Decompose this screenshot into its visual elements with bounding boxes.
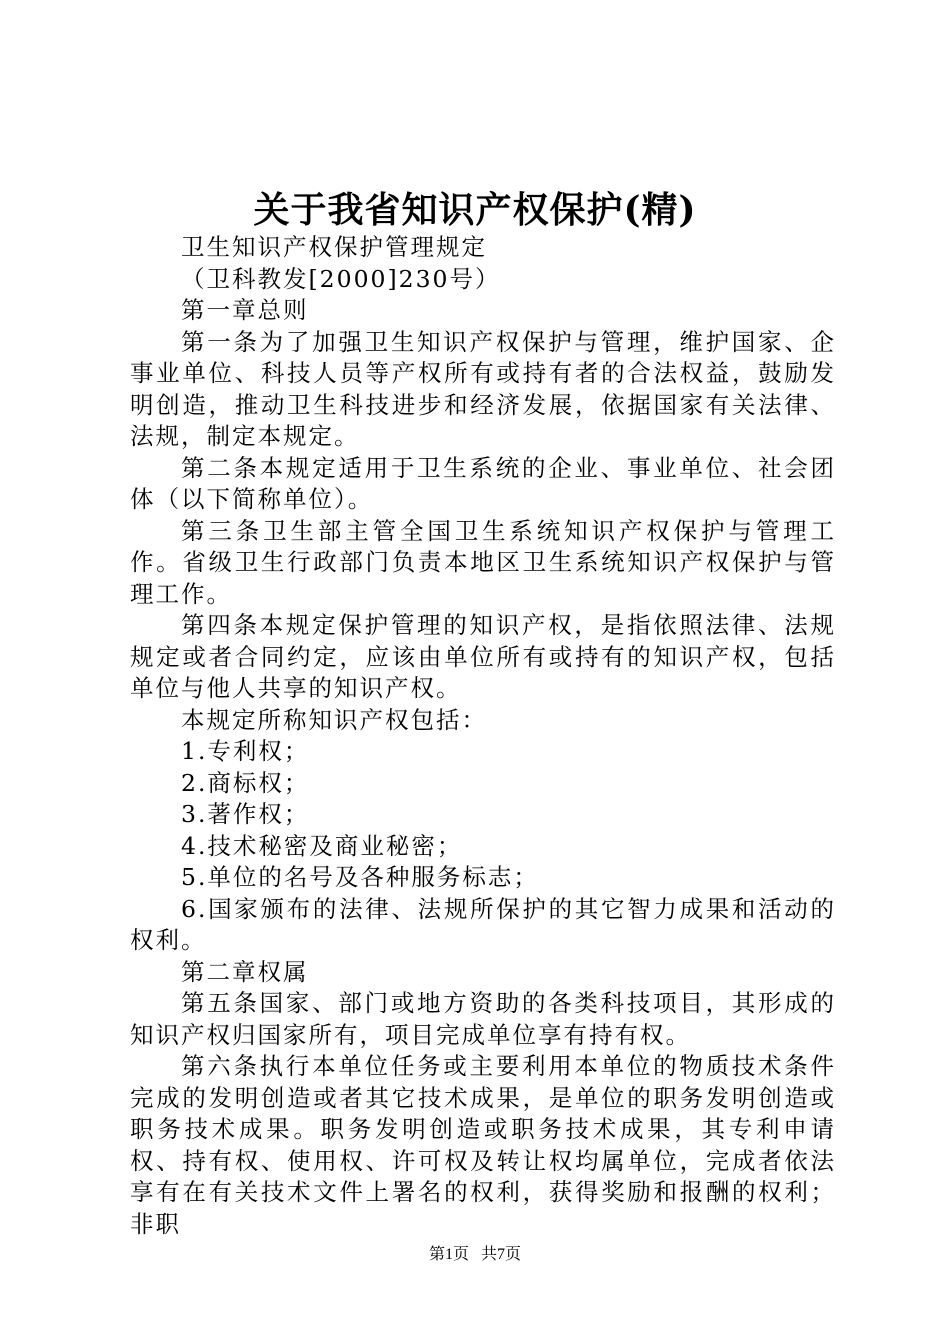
list-item-6: 6.国家颁布的法律、法规所保护的其它智力成果和活动的权利。	[130, 894, 836, 954]
paragraph-article-6: 第六条执行本单位任务或主要利用本单位的物质技术条件完成的发明创造或者其它技术成果，是单位的职务发明创造或职务技术成果。职务发明创造或职务技术成果，其专利申请权、持有权、使用权、许可权及转让权均属单位，完成者依法享有在有关技术文件上署名的权利，获得奖励和报酬的权利；非职	[130, 1052, 836, 1238]
list-item-1: 1.专利权；	[181, 737, 310, 765]
paragraph-article-1: 第一条为了加强卫生知识产权保护与管理，维护国家、企事业单位、科技人员等产权所有或持有者的合法权益，鼓励发明创造，推动卫生科技进步和经济发展，依据国家有关法律、法规，制定本规定。	[130, 327, 836, 450]
paragraph-article-3: 第三条卫生部主管全国卫生系统知识产权保护与管理工作。省级卫生行政部门负责本地区卫生系统知识产权保护与管理工作。	[130, 516, 836, 608]
page-total: 共7页	[481, 1246, 522, 1263]
paragraph-chapter-2: 第二章权属	[181, 957, 309, 986]
paragraph-article-2: 第二条本规定适用于卫生系统的企业、事业单位、社会团体（以下简称单位）。	[130, 453, 836, 513]
paragraph-ip-includes: 本规定所称知识产权包括：	[181, 705, 487, 734]
list-item-5: 5.单位的名号及各种服务标志；	[181, 863, 539, 891]
page-number: 第1页	[428, 1246, 469, 1263]
paragraph-chapter-1: 第一章总则	[181, 296, 309, 324]
paragraph-doc-number: （卫科教发[2000]230号）	[181, 264, 501, 293]
document-body	[130, 232, 836, 1240]
list-item-2: 2.商标权；	[181, 768, 310, 797]
paragraph-heading: 卫生知识产权保护管理规定	[181, 233, 487, 261]
list-item-3: 3.著作权；	[181, 800, 310, 828]
page-footer	[0, 1244, 950, 1266]
paragraph-article-5: 第五条国家、部门或地方资助的各类科技项目，其形成的知识产权归国家所有，项目完成单位享有持有权。	[130, 989, 836, 1049]
paragraph-article-4: 第四条本规定保护管理的知识产权，是指依照法律、法规规定或者合同约定，应该由单位所有或持有的知识产权，包括单位与他人共享的知识产权。	[130, 611, 836, 702]
list-item-4: 4.技术秘密及商业秘密；	[181, 831, 463, 860]
document-title: 关于我省知识产权保护(精)	[253, 189, 697, 231]
